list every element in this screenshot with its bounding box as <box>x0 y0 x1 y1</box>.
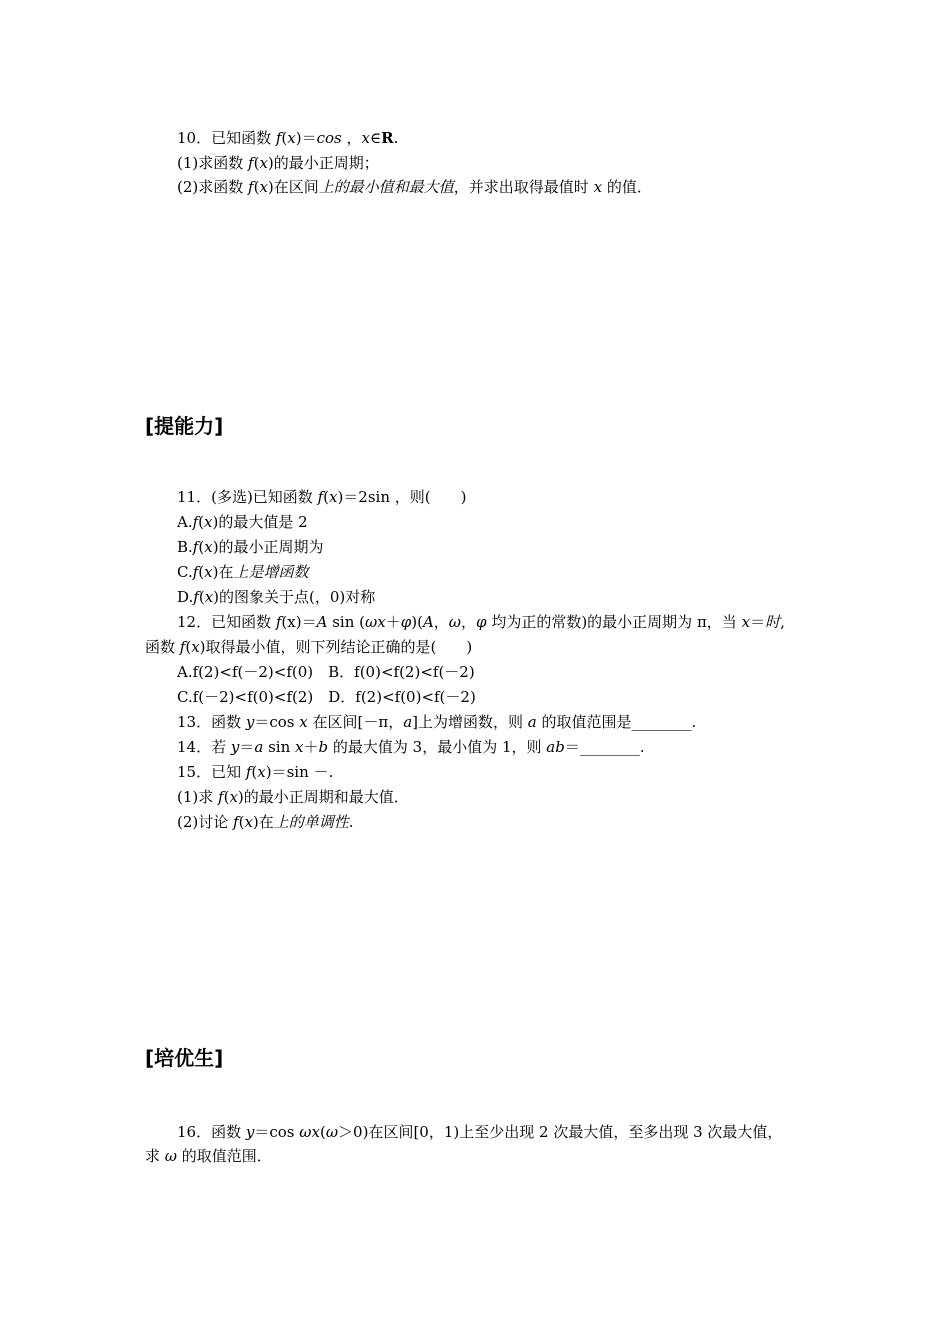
q11-stem: 11．(多选)已知函数 f(x)＝2sin ，则( ) <box>177 488 467 506</box>
q10-stem: 10．已知函数 f(x)＝cos ，x∈R. <box>177 129 399 147</box>
q11-option-d: D.f(x)的图象关于点(，0)对称 <box>177 588 376 606</box>
q10-part1: (1)求函数 f(x)的最小正周期； <box>177 154 379 172</box>
q10-part2: (2)求函数 f(x)在区间上的最小值和最大值，并求出取得最值时 x 的值． <box>177 178 652 196</box>
q14-stem: 14．若 y＝a sin x＋b 的最大值为 3，最小值为 1，则 ab＝________. <box>177 738 645 756</box>
section-heading-ability: [提能力] <box>145 414 224 438</box>
q12-stem-line2: 函数 f(x)取得最小值，则下列结论正确的是( ) <box>145 638 473 656</box>
q11-option-a: A.f(x)的最大值是 2 <box>177 513 308 531</box>
q15-part1: (1)求 f(x)的最小正周期和最大值． <box>177 788 409 806</box>
section-heading-excellence: [培优生] <box>145 1046 224 1070</box>
q11-option-c: C.f(x)在上是增函数 <box>177 563 309 581</box>
q13-stem: 13．函数 y＝cos x 在区间[－π，a]上为增函数，则 a 的取值范围是________. <box>177 713 697 731</box>
q15-part2: (2)讨论 f(x)在上的单调性. <box>177 813 354 831</box>
q16-stem-line1: 16．函数 y＝cos ωx(ω＞0)在区间[0，1)上至少出现 2 次最大值，至多出现 3 次最大值， <box>177 1123 783 1141</box>
q15-stem: 15．已知 f(x)＝sin －. <box>177 763 334 781</box>
q11-option-b: B.f(x)的最小正周期为 <box>177 538 324 556</box>
q16-stem-line2: 求 ω 的取值范围． <box>145 1147 272 1165</box>
q12-options-cd: C.f(－2)<f(0)<f(2) D．f(2)<f(0)<f(－2) <box>177 688 476 706</box>
q12-stem-line1: 12．已知函数 f(x)＝A sin (ωx＋φ)(A，ω，φ 均为正的常数)的最小正周期为 π，当 x＝时, <box>177 613 785 631</box>
q12-options-ab: A.f(2)<f(－2)<f(0) B．f(0)<f(2)<f(－2) <box>177 663 475 681</box>
